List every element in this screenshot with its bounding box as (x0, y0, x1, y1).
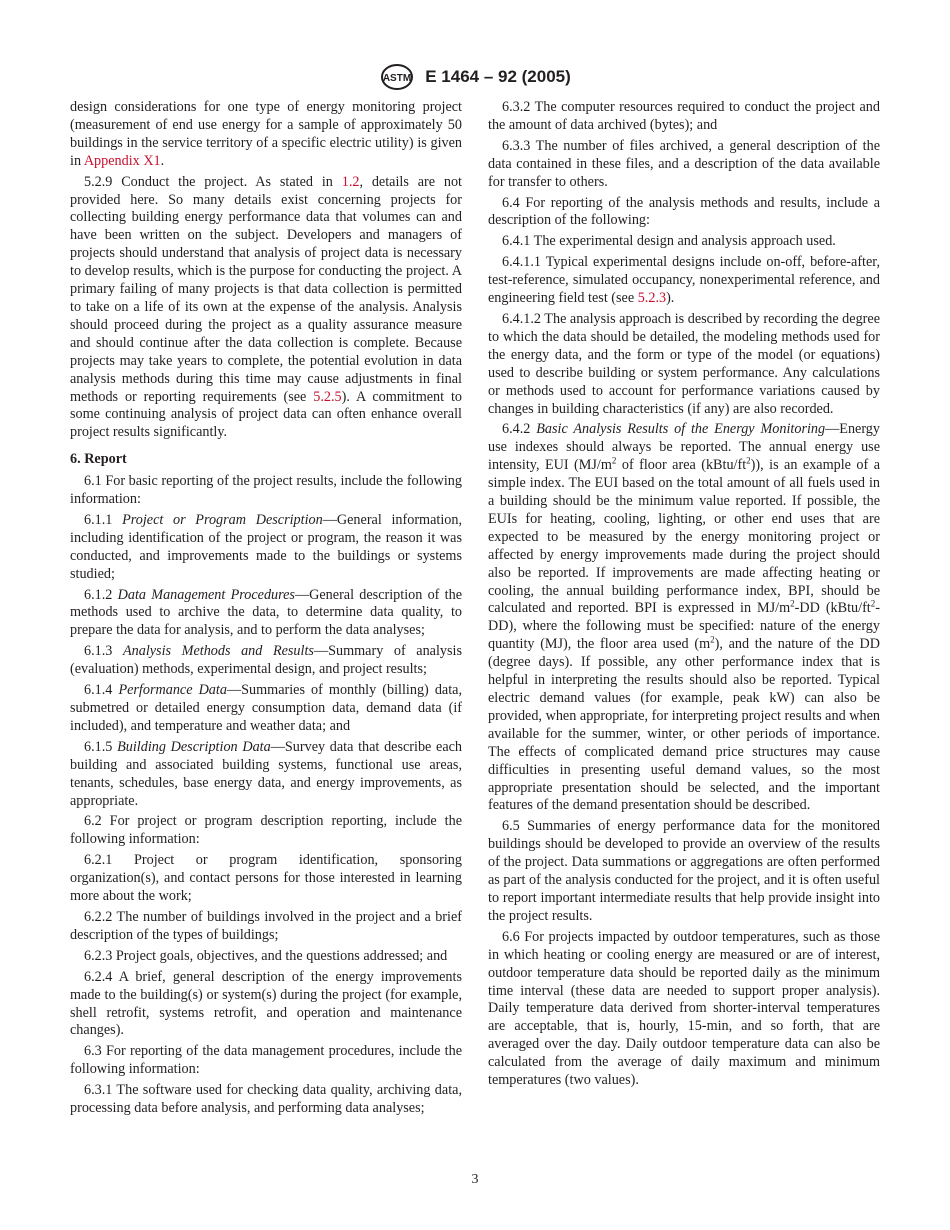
appendix-x1-link[interactable]: Appendix X1 (83, 152, 161, 169)
paragraph-6-2-4: 6.2.4 A brief, general description of the energy improvements made to the building(s) or system(s) during the project (for example, shell retrofit, systems retrofit, and operation and maintenance changes). (70, 968, 462, 1039)
paragraph-6-1: 6.1 For basic reporting of the project results, include the following information: (70, 473, 462, 508)
page-header (0, 62, 950, 92)
page-number: 3 (471, 1172, 479, 1187)
paragraph-6-1-2: 6.1.2 Data Management Procedures—General description of the methods used to archive the data, to determine data quality, to prepare the data for analysis, and to perform the data analyses; (70, 586, 463, 639)
paragraph-6-1-3: 6.1.3 Analysis Methods and Results—Summary of analysis (evaluation) methods, experimental design, and project results; (70, 643, 462, 678)
paragraph-6-1-5: 6.1.5 Building Description Data—Survey data that describe each building and associated building systems, functional use areas, tenants, schedules, base energy data, and energy improvements, as appropriate. (70, 738, 463, 809)
paragraph-6-6: 6.6 For projects impacted by outdoor temperatures, such as those in which heating or cooling energy are measured or are of interest, outdoor temperature data should be reported daily as the minimum time interval (these data are needed to support proper analysis). Daily temperature data derived from shorter-interval temperatures are acceptable, that is, hourly, 15-min, and so forth, that are averaged over the day. Daily outdoor temperature data can also be calculated from the average of daily maximum and minimum temperatures (two values). (488, 928, 880, 1089)
paragraph-5-2-9: 5.2.9 Conduct the project. As stated in 1.2, details are not provided here. So many details exist concerning projects for collecting building energy performance data that volumes can and have been written on the subject. Developers and managers of projects should understand that analysis of project data is necessary to develop results, which is the purpose for conducting the project. A primary failing of many projects is that data collection is permitted to take on a life of its own at the expense of the analysis. Analysis should proceed during the project as a quality assurance measure and should continue after the data collection is complete. Because projects may take years to complete, the potential evolution in data analysis methods during this time may cause adjustments in final methods or reporting requirements (see 5.2.5). A commitment to some continuing analysis of project data can often enhance overall project results significantly. (70, 173, 462, 441)
paragraph-6-4-1-1: 6.4.1.1 Typical experimental designs include on-off, before-after, test-reference, simulated occupancy, nonexperimental reference, and engineering field test (see 5.2.3). (488, 254, 880, 307)
paragraph-6-3: 6.3 For reporting of the data management procedures, include the following information: (70, 1043, 462, 1078)
document-title: E 1464 – 92 (2005) (425, 67, 571, 86)
left-column (70, 99, 462, 1121)
paragraph-continuation: design considerations for one type of energy monitoring project (measurement of end use energy for a sample of approximately 50 buildings in the service territory of a specific electric utility) is given in Appendix X1. (70, 99, 462, 169)
paragraph-6-4-1: 6.4.1 The experimental design and analysis approach used. (502, 233, 836, 250)
svg-text:ASTM: ASTM (383, 73, 412, 84)
paragraph-6-3-3: 6.3.3 The number of files archived, a general description of the data contained in these files, and a description of the data available for transfer to others. (488, 137, 880, 190)
paragraph-6-4: 6.4 For reporting of the analysis methods and results, include a description of the following: (488, 194, 880, 229)
paragraph-6-4-1-2: 6.4.1.2 The analysis approach is described by recording the degree to which the data should be detailed, the modeling methods used for the energy data, and the form or type of the model (or equations) used to describe building or system performance. Any calculations or methods used to account for performance variations caused by changes in building characteristics (if any) are also recorded. (488, 310, 880, 417)
paragraph-6-5: 6.5 Summaries of energy performance data for the monitored buildings should be developed to provide an overview of the results of the project. Data summations or aggregations are often performed as part of the analysis conducted for the project, and it is often useful to report important intermediate results that help provide insight into the project results. (488, 818, 880, 924)
section-heading-report: 6. Report (70, 451, 127, 468)
paragraph-6-1-1: 6.1.1 Project or Program Description—General information, including identification of the project or program, the reason it was conducted, and improvements made to the buildings or systems studied; (70, 511, 463, 582)
section-5-2-3-link[interactable]: 5.2.3 (637, 290, 667, 307)
paragraph-6-4-2: 6.4.2 Basic Analysis Results of the Energy Monitoring—Energy use indexes should always be reported. The annual energy use intensity, EUI ($MJ/m^2$ of floor area $(kBtu/ft^2)$), is an example of a simple index. The EUI based on the total amount of all fuels used in a building should be the minimum value reported. If possible, the EUIs for heating, cooling, lighting, or other end uses that are expected to be measured by the energy monitoring project or affected by energy improvements made during the project should also be reported. If improvements are made affecting heating or cooling, the annual building performance index, BPI, should be calculated and reported. BPI is expressed in $MJ/m^2-DD$ $(kBtu/ft^2-DD)$, where the following must be specified: nature of the energy quantity (MJ), the floor area used $(m^2)$, and the nature of the DD (degree days). If possible, any other performance index that is helpful in interpreting the results should also be reported. Typical electric demand values (for example, peak kW) can also be provided, when appropriate, for interpreting project results and when available for the summer, winter, or other periods of importance. The effects of complicated demand price structures may cause difficulties in presenting useful demand values, so the most appropriate presentation should be selected, and the important features of the demand presentation should be described. (488, 421, 880, 814)
paragraph-6-1-4: 6.1.4 Performance Data—Summaries of monthly (billing) data, submetred or detailed energy consumption data, demand data (if included), and temperature and weather data; and (70, 682, 463, 734)
paragraph-6-2-1: 6.2.1 Project or program identification, sponsoring organization(s), and contact persons for those interested in learning more about the work; (70, 852, 462, 905)
right-column (488, 99, 880, 1093)
section-5-2-5-link[interactable]: 5.2.5 (313, 388, 342, 405)
section-1-2-link[interactable]: 1.2 (341, 173, 360, 190)
paragraph-6-2-3: 6.2.3 Project goals, objectives, and the questions addressed; and (84, 947, 448, 964)
astm-logo-icon (379, 62, 415, 92)
paragraph-6-3-1: 6.3.1 The software used for checking data quality, archiving data, processing data before analysis, and performing data analyses; (70, 1082, 462, 1117)
paragraph-6-2-2: 6.2.2 The number of buildings involved in the project and a brief description of the types of buildings; (70, 908, 462, 943)
paragraph-6-3-2: 6.3.2 The computer resources required to conduct the project and the amount of data archived (bytes); and (488, 99, 880, 133)
paragraph-6-2: 6.2 For project or program description reporting, include the following information: (70, 813, 462, 848)
